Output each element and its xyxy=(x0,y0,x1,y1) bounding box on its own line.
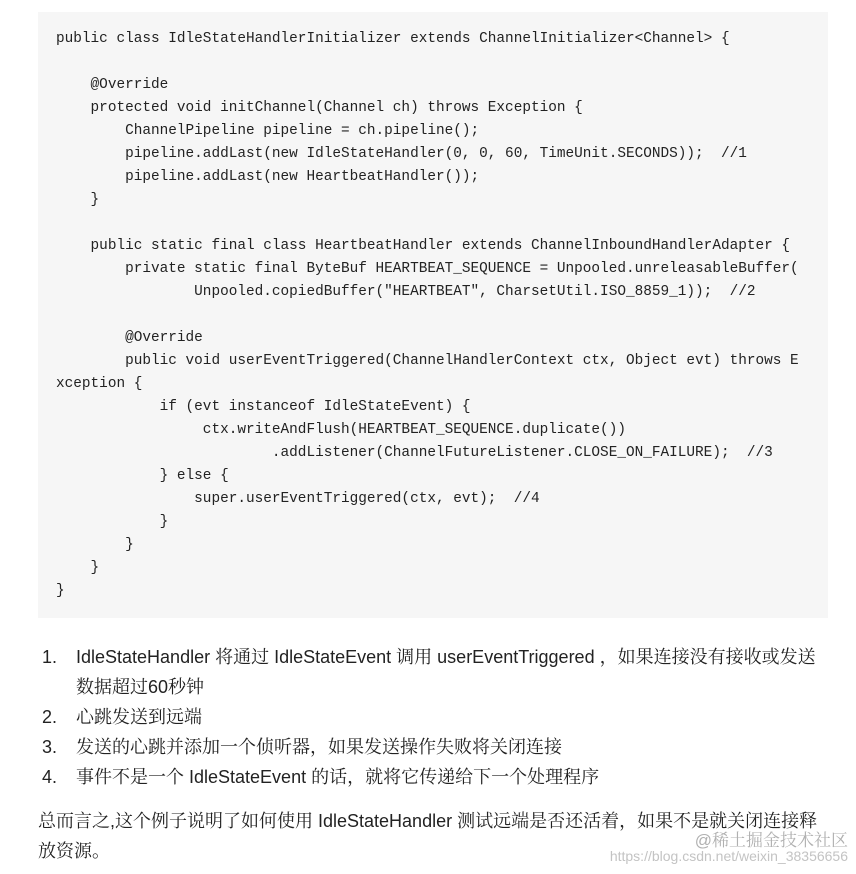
code-line: } else { xyxy=(56,468,229,484)
code-line: @Override xyxy=(56,330,203,346)
code-line: } xyxy=(56,537,134,553)
list-item-text: 心跳发送到远端 xyxy=(76,707,202,727)
code-line: if (evt instanceof IdleStateEvent) { xyxy=(56,399,471,415)
list-item xyxy=(42,642,832,702)
code-line: Unpooled.copiedBuffer("HEARTBEAT", CharsetUtil.ISO_8859_1)); //2 xyxy=(56,284,756,300)
code-line: } xyxy=(56,514,169,530)
code-block xyxy=(38,12,828,618)
code-line: } xyxy=(56,583,65,599)
list-item xyxy=(42,702,832,732)
list-item-number: 3. xyxy=(42,737,58,757)
code-line: ctx.writeAndFlush(HEARTBEAT_SEQUENCE.duplicate()) xyxy=(56,422,626,438)
code-line: } xyxy=(56,560,100,576)
list-item-number: 1. xyxy=(42,647,58,667)
code-line: super.userEventTriggered(ctx, evt); //4 xyxy=(56,491,540,507)
code-line: .addListener(ChannelFutureListener.CLOSE_ON_FAILURE); //3 xyxy=(56,445,773,461)
code-line: protected void initChannel(Channel ch) throws Exception { xyxy=(56,100,583,116)
watermark-url: https://blog.csdn.net/weixin_38356656 xyxy=(609,848,848,864)
notes-list xyxy=(42,642,832,792)
list-item-text: IdleStateHandler 将通过 IdleStateEvent 调用 userEventTriggered ，如果连接没有接收或发送数据超过60秒钟 xyxy=(76,647,816,697)
code-line: xception { xyxy=(56,376,143,392)
code-line: pipeline.addLast(new IdleStateHandler(0, 0, 60, TimeUnit.SECONDS)); //1 xyxy=(56,146,747,162)
code-line: public void userEventTriggered(ChannelHandlerContext ctx, Object evt) throws E xyxy=(56,353,799,369)
list-item-text: 事件不是一个 IdleStateEvent 的话，就将它传递给下一个处理程序 xyxy=(76,767,600,787)
code-line: public class IdleStateHandlerInitializer extends ChannelInitializer<Channel> { xyxy=(56,31,730,47)
code-line xyxy=(38,304,828,327)
code-line: } xyxy=(56,192,100,208)
code-line: private static final ByteBuf HEARTBEAT_SEQUENCE = Unpooled.unreleasableBuffer( xyxy=(56,261,799,277)
list-item xyxy=(42,732,832,762)
watermark: @稀土掘金技术社区 xyxy=(694,831,848,850)
code-line xyxy=(38,212,828,235)
code-line: ChannelPipeline pipeline = ch.pipeline(); xyxy=(56,123,480,139)
code-line xyxy=(38,51,828,74)
summary-paragraph: 总而言之,这个例子说明了如何使用 IdleStateHandler 测试远端是否还活着，如果不是就关闭连接释放资源。 xyxy=(38,811,818,861)
code-line: pipeline.addLast(new HeartbeatHandler()); xyxy=(56,169,480,185)
code-line: public static final class HeartbeatHandler extends ChannelInboundHandlerAdapter { xyxy=(56,238,791,254)
code-line: @Override xyxy=(56,77,169,93)
list-item xyxy=(42,762,832,792)
list-item-number: 4. xyxy=(42,767,58,787)
list-item-number: 2. xyxy=(42,707,58,727)
list-item-text: 发送的心跳并添加一个侦听器，如果发送操作失败将关闭连接 xyxy=(76,737,562,757)
